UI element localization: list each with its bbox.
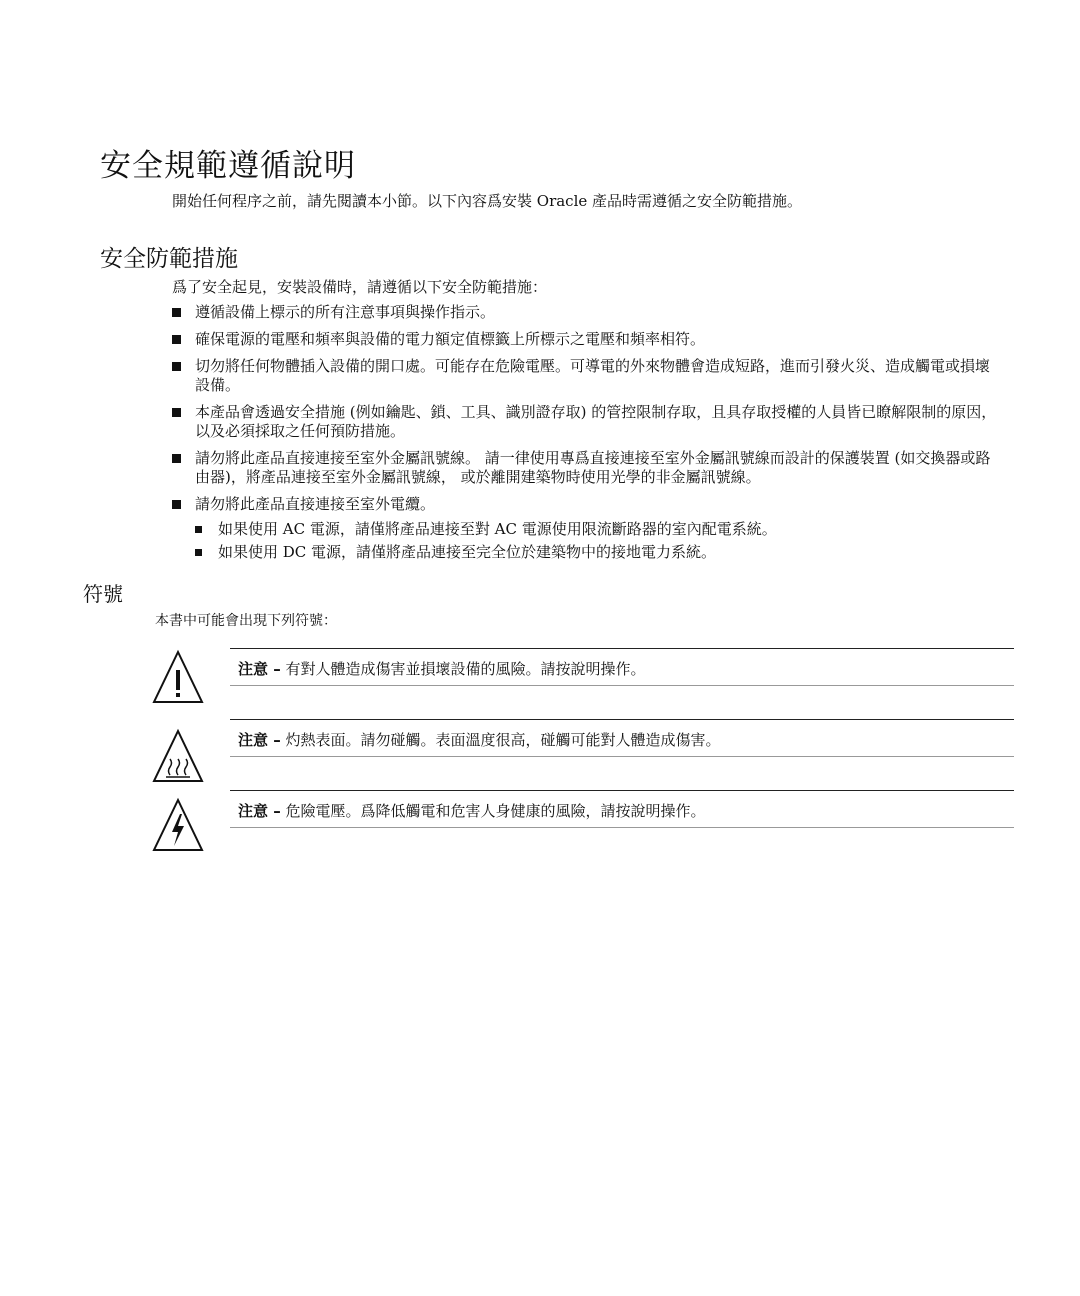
precautions-heading: 安全防範措施 — [100, 246, 238, 272]
bullet-square-icon — [195, 549, 202, 556]
list-item: 確保電源的電壓和頻率與設備的電力額定值標籤上所標示之電壓和頻率相符。 — [172, 330, 1002, 349]
bullet-square-icon — [172, 408, 181, 417]
exclamation-warning-icon — [150, 648, 206, 704]
bullet-square-icon — [172, 500, 181, 509]
list-item: 本產品會透過安全措施 (例如鑰匙、鎖、工具、識別證存取) 的管控限制存取，且具存取授權的人員皆已瞭解限制的原因，以及必須採取之任何預防措施。 — [172, 403, 1002, 441]
sub-list-item: 如果使用 AC 電源，請僅將產品連接至對 AC 電源使用限流斷路器的室內配電系統。 — [195, 520, 1002, 539]
bullet-square-icon — [172, 362, 181, 371]
bullet-square-icon — [195, 526, 202, 533]
precautions-intro: 爲了安全起見，安裝設備時，請遵循以下安全防範措施： — [172, 278, 548, 296]
precautions-list — [172, 303, 1002, 570]
high-voltage-warning-icon — [150, 796, 206, 852]
hot-surface-warning-icon — [150, 727, 206, 783]
symbols-intro: 本書中可能會出現下列符號： — [155, 613, 337, 629]
sub-list — [195, 520, 1002, 562]
list-item: 請勿將此產品直接連接至室外金屬訊號線。 請一律使用專爲直接連接至室外金屬訊號線而設計的保護裝置 (如交換器或路由器)，將產品連接至室外金屬訊號線， 或於離開建築物時使用光學的非金屬訊號線。 — [172, 449, 1002, 487]
bullet-square-icon — [172, 335, 181, 344]
list-item: 請勿將此產品直接連接至室外電纜。 如果使用 AC 電源，請僅將產品連接至對 AC 電源使用限流斷路器的室內配電系統。 如果使用 DC 電源，請僅將產品連接至完全位於建築物中的接地電力系統。 — [172, 495, 1002, 562]
document-page: 安全規範遵循說明 開始任何程序之前，請先閱讀本小節。以下內容爲安裝 Oracle 產品時需遵循之安全防範措施。 安全防範措施 爲了安全起見，安裝設備時，請遵循以下安全防範措施： 遵循設備上標示的所有注意事項與操作指示。 確保電源的電壓和頻率與設備的電力額定值標籤上所標示之電壓和頻率相符。 切勿將任何物體插入設備的開口處。可能存在危險電壓。可導電的外來物體會造成短路，進而引發火災、造成觸電或損壞設備。 本產品會透過安全措施 (例如鑰匙、鎖、工具、識別證存取) 的管控限制存取，且具存取授權的人員皆已瞭解限制的原因，以及必須採取之任何預防措施。 請勿將此產品直接連接至室外金屬訊號線。 請一律使用專爲直接連接至室外金屬訊號線而設計的保護裝置 (如交換器或路由器)，將產品連接至室外金屬訊號線， 或於離開建築物時使用光學的非金屬訊號線。 請勿將此產品直接連接至室外電纜。 如果使用 AC 電源，請僅將產品連接至對 AC 電源使用限流斷路器的室內配電系統。 如果使用 DC 電源，請僅將產品連接至完全位於建築物中的接地電力系統。 符號 本書中可能會出現下列符號： 注意 – 有對人體造成傷害並損壞設備的風險。請按說明操作。 注意 – 灼熱表面。請勿碰觸。表面溫度很高，碰觸可能對人體造成傷害。 注意 – 危險電壓。爲降低觸電和危害人身健康的風險，請按說明操作。 — [0, 0, 1080, 1296]
list-item: 切勿將任何物體插入設備的開口處。可能存在危險電壓。可導電的外來物體會造成短路，進而引發火災、造成觸電或損壞設備。 — [172, 357, 1002, 395]
bullet-square-icon — [172, 454, 181, 463]
page-title: 安全規範遵循說明 — [100, 148, 356, 184]
list-item: 遵循設備上標示的所有注意事項與操作指示。 — [172, 303, 1002, 322]
symbols-heading: 符號 — [83, 582, 123, 606]
bullet-square-icon — [172, 308, 181, 317]
intro-paragraph: 開始任何程序之前，請先閱讀本小節。以下內容爲安裝 Oracle 產品時需遵循之安全防範措施。 — [172, 192, 803, 210]
sub-list-item: 如果使用 DC 電源，請僅將產品連接至完全位於建築物中的接地電力系統。 — [195, 543, 1002, 562]
